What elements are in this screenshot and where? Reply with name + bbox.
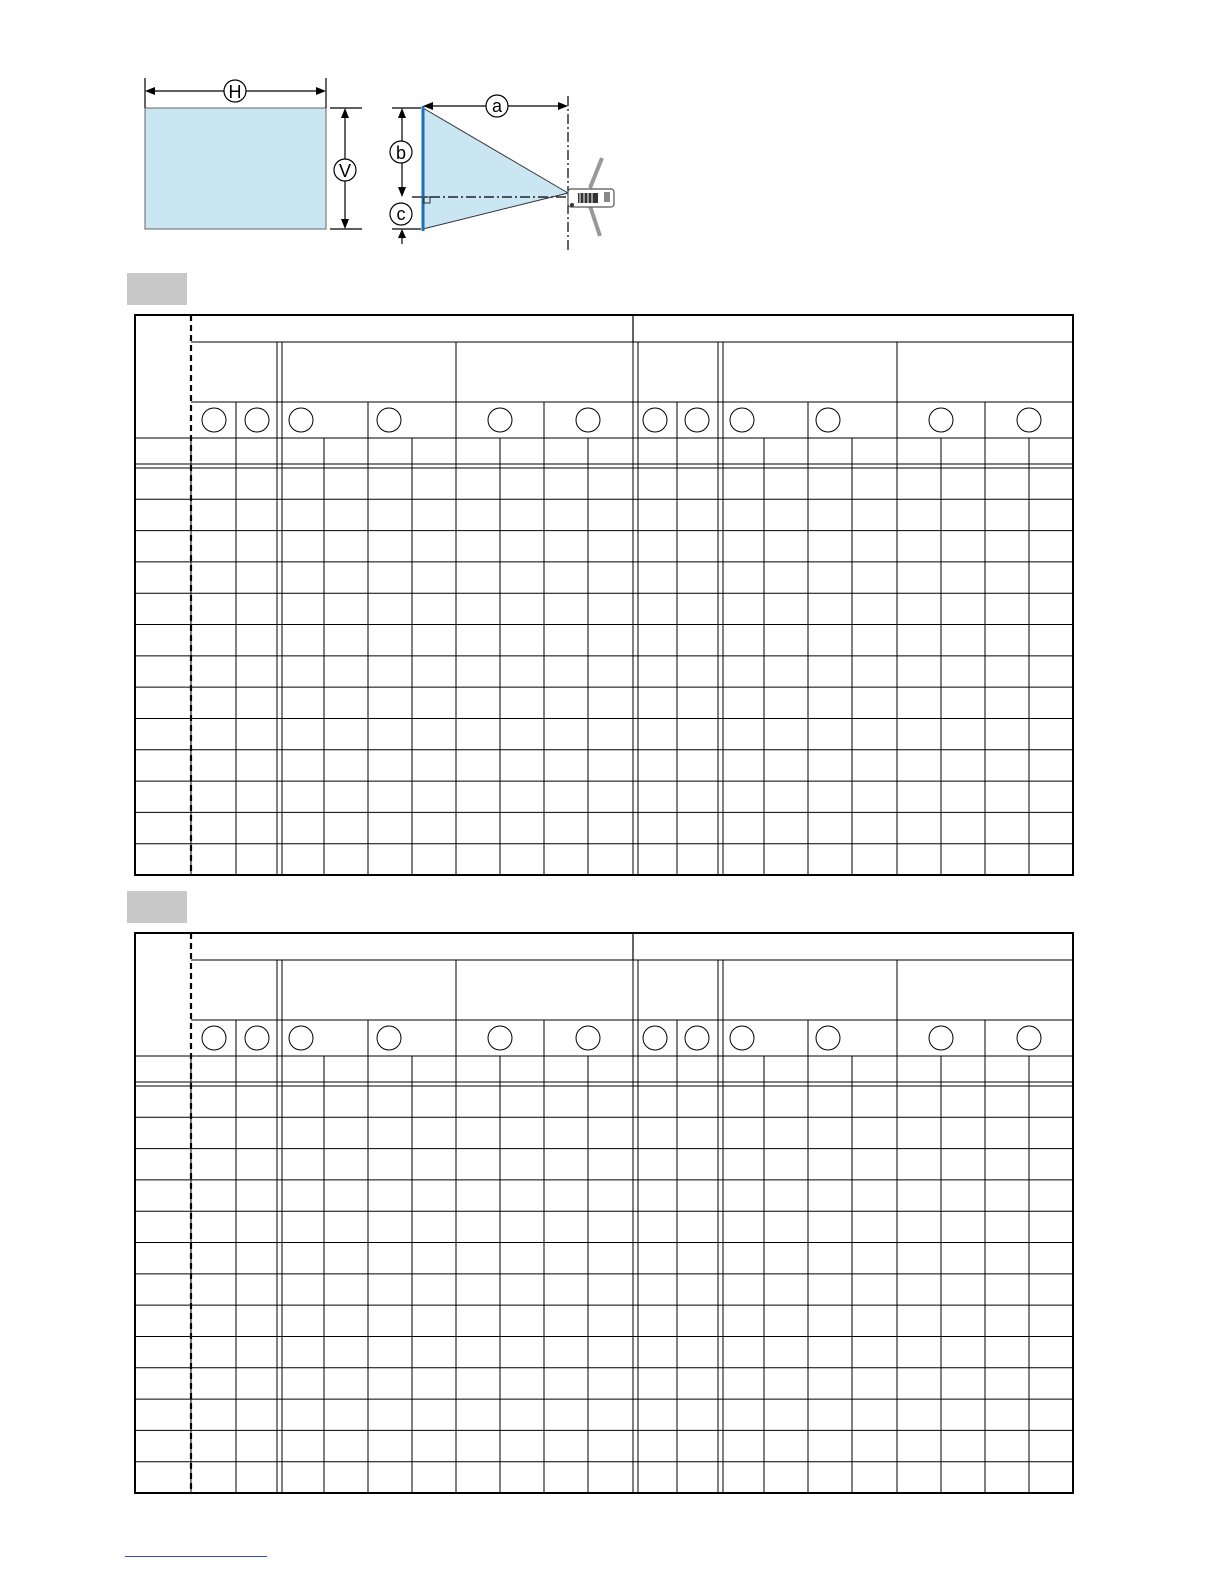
table-1-header-circle [576,408,600,432]
table-1-header-circle [245,408,269,432]
table-2-header-circle [730,1026,754,1050]
table-2-header-circle [816,1026,840,1050]
table-1-header-circle [289,408,313,432]
table-row [136,626,1072,655]
table-2-header-circle [377,1026,401,1050]
table-2-header-circle [245,1026,269,1050]
table-row [136,1337,1072,1366]
height-label: V [338,161,352,181]
table-row [136,688,1072,717]
table-1-header-circle [685,408,709,432]
table-2-header-circle [685,1026,709,1050]
table-row [136,1212,1072,1241]
distance-label: a [491,96,503,116]
table-row [136,657,1072,686]
table-row [136,782,1072,811]
table-row [136,500,1072,529]
table-row [136,1181,1072,1210]
table-row [136,532,1072,561]
lower-offset-label: c [396,204,406,224]
table-row [136,1463,1072,1492]
table-row [136,751,1072,780]
table-1-header-circle [730,408,754,432]
table-2-header-circle [929,1026,953,1050]
table-2-header-circle [488,1026,512,1050]
table-row [136,1087,1072,1116]
upper-offset-label: b [395,143,407,163]
table-1-header-circle [202,408,226,432]
table-row [136,594,1072,623]
table-2-header-circle [1017,1026,1041,1050]
table-row [136,1400,1072,1429]
table-row [136,1275,1072,1304]
width-label: H [228,82,242,102]
table-1-header-circle [488,408,512,432]
table-2-header-circle [202,1026,226,1050]
table-row [136,1244,1072,1273]
table-2-header-circle [643,1026,667,1050]
table-row [136,813,1072,842]
table-2-header-circle [289,1026,313,1050]
table-1-header-circle [816,408,840,432]
table-1-header-circle [1017,408,1041,432]
table-row [136,845,1072,874]
table-1-header-circle [929,408,953,432]
table-1-header-circle [377,408,401,432]
table-2-header-circle [576,1026,600,1050]
table-row [136,1306,1072,1335]
table-row [136,1150,1072,1179]
table-row [136,563,1072,592]
footer-link-underline[interactable] [125,1556,267,1557]
table-row [136,719,1072,748]
table-row [136,1118,1072,1147]
table-row [136,1369,1072,1398]
table-row [136,469,1072,498]
table-1-header-circle [643,408,667,432]
table-row [136,1431,1072,1460]
